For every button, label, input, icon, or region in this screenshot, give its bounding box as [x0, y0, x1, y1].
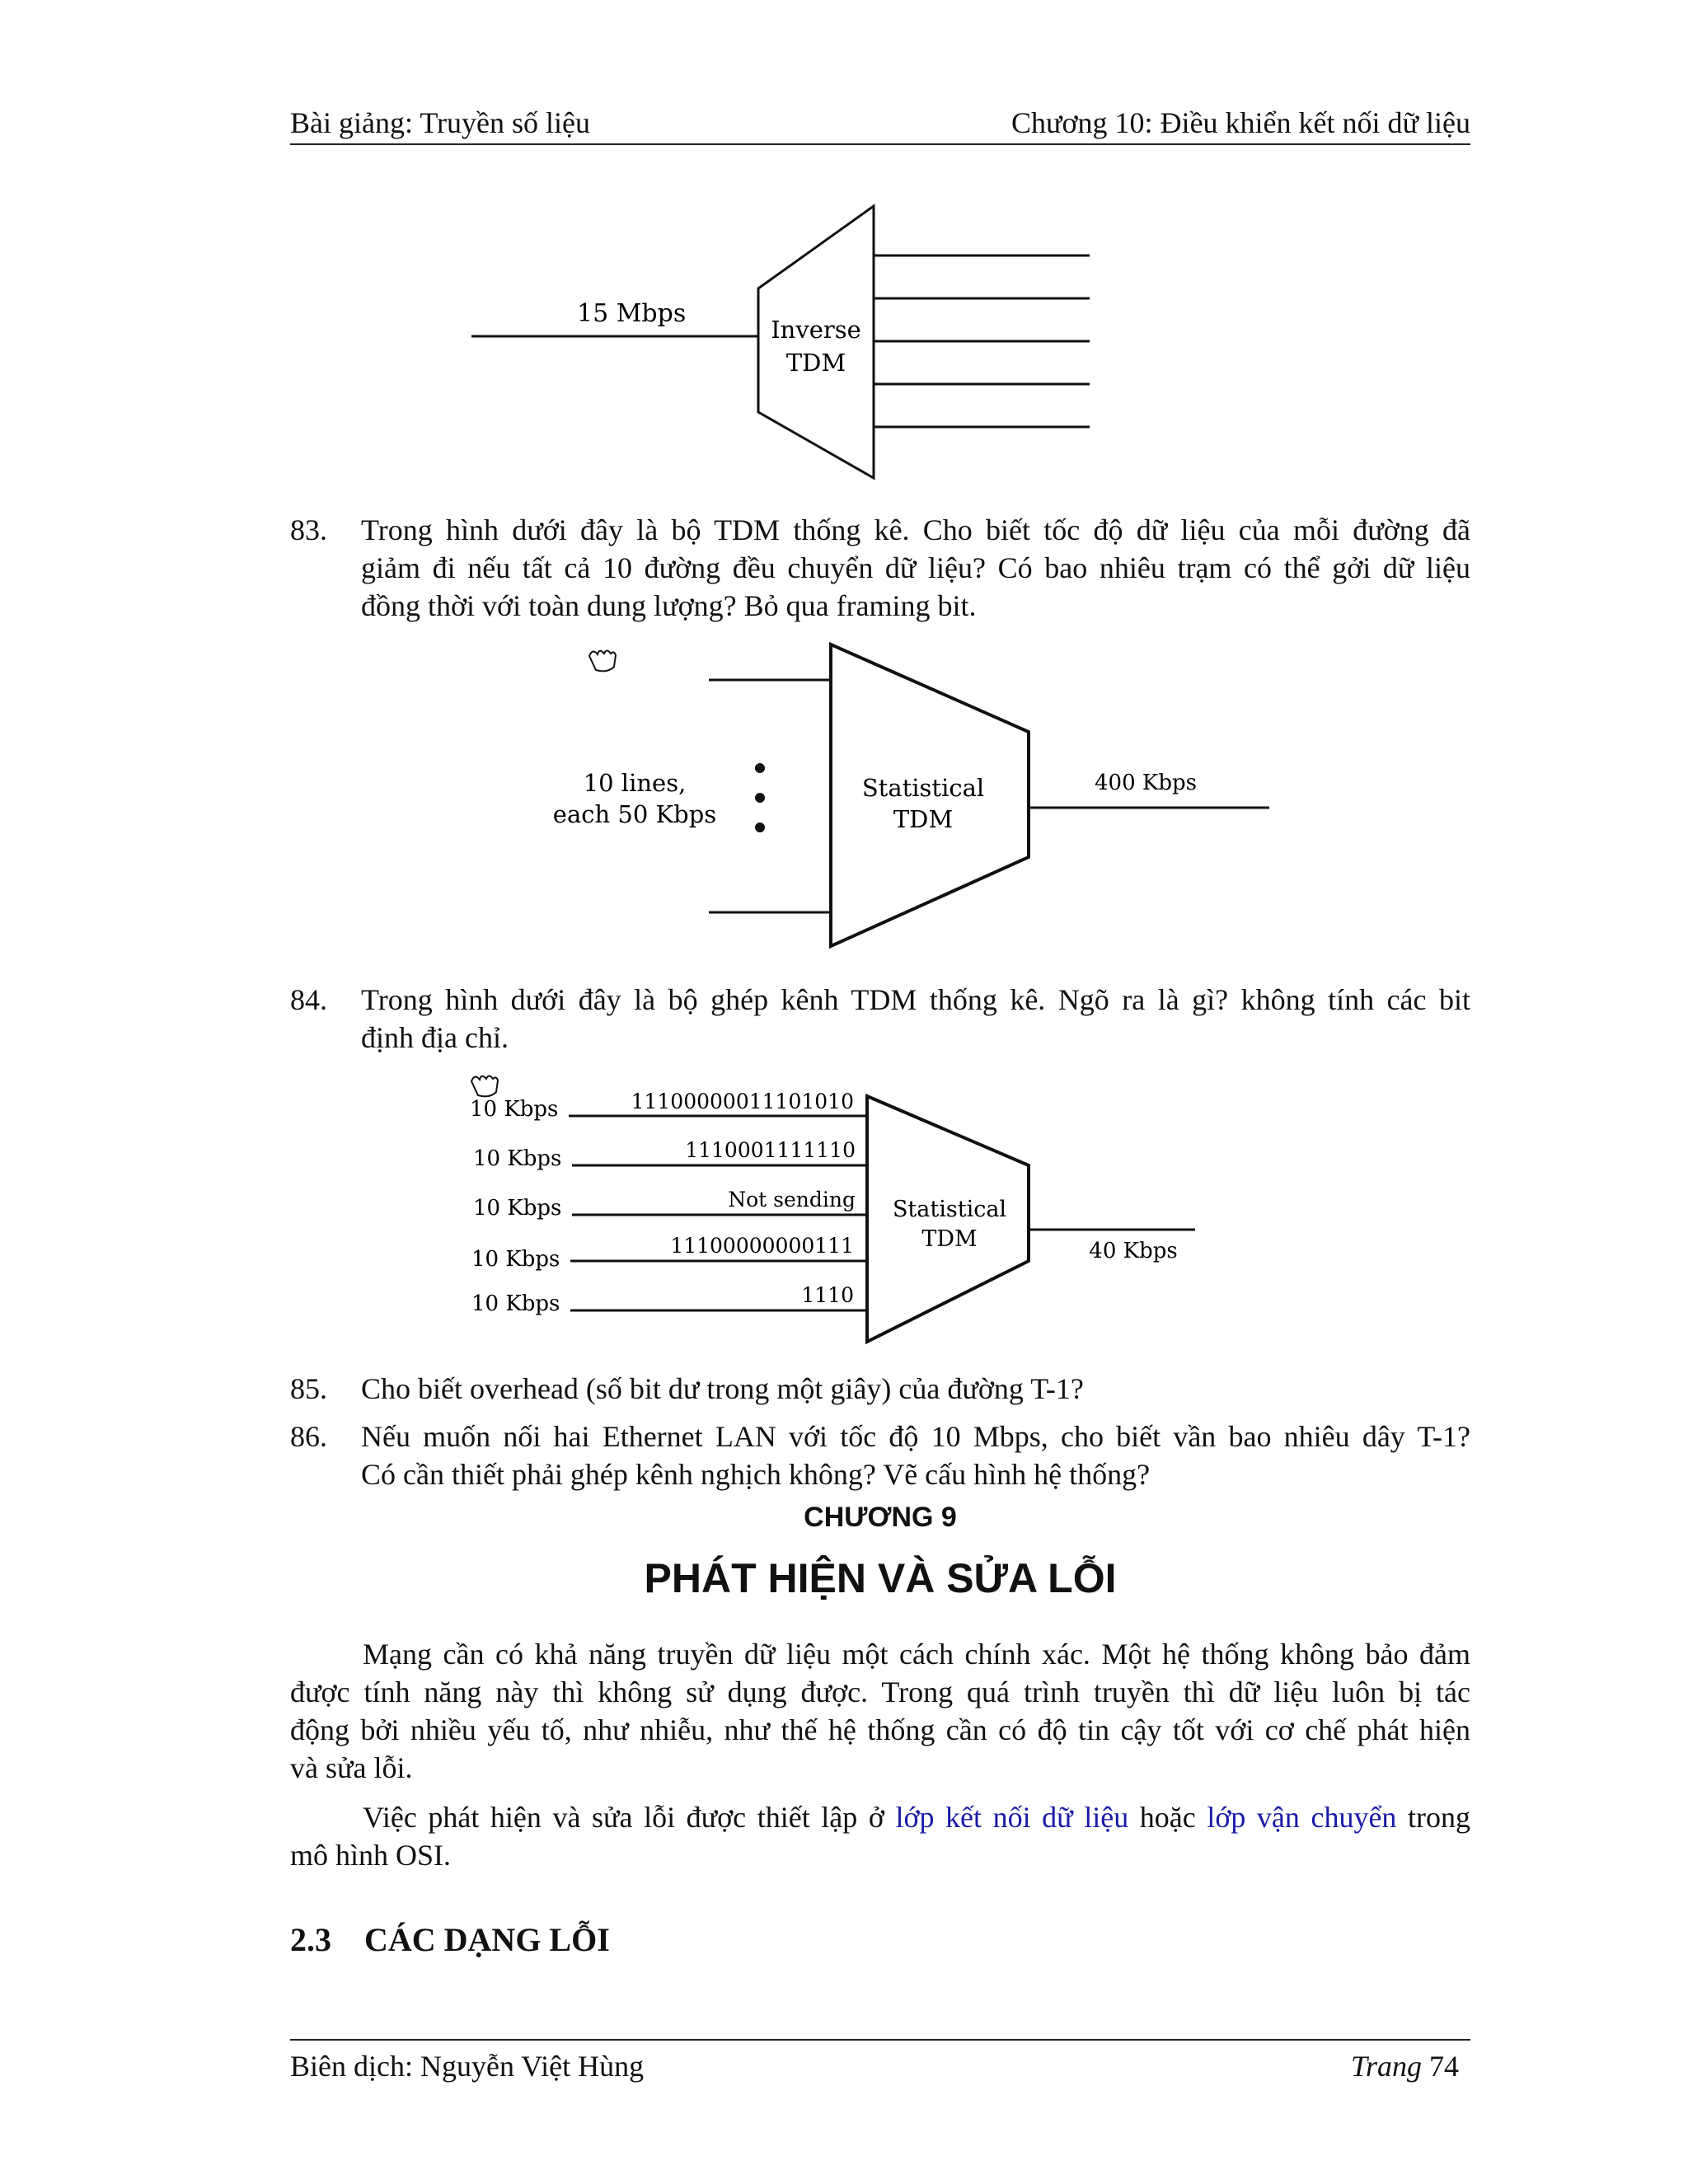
input-label-line1: 10 lines,: [583, 769, 687, 797]
paragraph-line: [290, 1798, 1470, 1836]
input-rate-label: 10 Kbps: [473, 1146, 562, 1171]
hand-icon: [471, 1076, 498, 1097]
input-rate-label: 10 Kbps: [470, 1097, 559, 1122]
input-bit-stream: Not sending: [728, 1188, 856, 1212]
chapter-label: CHƯƠNG 9: [804, 1502, 957, 1533]
page-header: [290, 102, 1470, 145]
ellipsis-dot: [755, 793, 765, 803]
link-data-link-layer[interactable]: lớp kết nối dữ liệu: [895, 1801, 1129, 1834]
box-label-line1: Statistical: [861, 774, 985, 802]
question-line: đồng thời với toàn dung lượng? Bỏ qua framing bit.: [361, 589, 977, 622]
input-row: [471, 1234, 867, 1272]
paragraph-line: Mạng cần có khả năng truyền dữ liệu một cách chính xác. Một hệ thống không bảo đảm: [363, 1638, 1470, 1671]
question-85-text: [361, 1370, 1470, 1408]
question-86-text: [361, 1418, 1470, 1493]
page-footer: [290, 2039, 1470, 2090]
input-rate-label: 10 Kbps: [473, 1196, 562, 1221]
input-row: [471, 1283, 867, 1316]
footer-page: [1351, 2049, 1459, 2083]
question-number: 83.: [290, 513, 327, 546]
question-line: Có cần thiết phải ghép kênh nghịch không? Vẽ cấu hình hệ thống?: [361, 1458, 1151, 1491]
paragraph-text: Việc phát hiện và sửa lỗi được thiết lập ở: [363, 1801, 896, 1834]
output-rate-label: 400 Kbps: [1095, 771, 1197, 795]
question-line: giảm đi nếu tất cả 10 đường đều chuyển dữ liệu? Có bao nhiêu trạm có thể gởi dữ liệu: [361, 551, 1470, 584]
question-line: Nếu muốn nối hai Ethernet LAN với tốc độ 10 Mbps, cho biết vần bao nhiêu dây T-1?: [361, 1420, 1470, 1453]
question-line: Cho biết overhead (số bit dư trong một giây) của đường T-1?: [361, 1372, 1084, 1405]
paragraph-osi: [290, 1798, 1470, 1874]
statistical-tdm-diagram-2: [462, 1063, 1236, 1360]
paragraph-line: được tính năng này thì không sử dụng được. Trong quá trình truyền thì dữ liệu luôn bị tác: [290, 1675, 1470, 1708]
paragraph-text: hoặc: [1128, 1801, 1207, 1834]
paragraph-line: động bởi nhiều yếu tố, như nhiễu, như thế hệ thống cần có độ tin cậy tốt với cơ chế phát hiện: [290, 1713, 1470, 1746]
input-rate-label: 15 Mbps: [577, 299, 687, 328]
hand-icon: [589, 651, 616, 672]
input-rate-label: 10 Kbps: [471, 1291, 560, 1316]
input-bit-stream: 11100000000111: [670, 1234, 854, 1258]
paragraph-line: và sửa lỗi.: [290, 1751, 413, 1784]
chapter-title: PHÁT HIỆN VÀ SỬA LỖI: [644, 1555, 1117, 1601]
link-transport-layer[interactable]: lớp vận chuyển: [1207, 1801, 1397, 1834]
box-label-line1: Statistical: [892, 1197, 1007, 1222]
page-number: 74: [1429, 2050, 1459, 2083]
page-label: Trang: [1350, 2050, 1422, 2083]
ellipsis-dot: [755, 763, 765, 773]
paragraph-text: trong: [1396, 1801, 1470, 1834]
header-chapter-title: Chương 10: Điều khiển kết nối dữ liệu: [1011, 106, 1470, 139]
input-label-line2: each 50 Kbps: [552, 800, 717, 828]
box-label-line2: TDM: [921, 1226, 978, 1252]
box-label-line1: Inverse: [771, 316, 861, 344]
question-line: định địa chỉ.: [361, 1021, 509, 1054]
box-label-line2: TDM: [893, 805, 954, 833]
statistical-tdm-diagram-1: [544, 635, 1286, 956]
footer-translator: Biên dịch: Nguyễn Việt Hùng: [290, 2050, 645, 2083]
input-bit-stream: 11100000011101010: [631, 1090, 854, 1113]
question-line: Trong hình dưới đây là bộ TDM thống kê. Cho biết tốc độ dữ liệu của mỗi đường đã: [361, 513, 1470, 546]
paragraph-line: mô hình OSI.: [290, 1839, 452, 1872]
input-bit-stream: 1110: [801, 1283, 854, 1307]
input-bit-stream: 1110001111110: [685, 1138, 856, 1162]
input-row: [473, 1188, 867, 1221]
question-84-text: [361, 981, 1470, 1057]
question-number: 84.: [290, 983, 327, 1016]
section-title: CÁC DẠNG LỖI: [364, 1921, 610, 1958]
input-row: [470, 1090, 867, 1122]
question-83-text: [361, 511, 1470, 625]
input-rate-label: 10 Kbps: [471, 1247, 560, 1272]
inverse-tdm-diagram: [462, 198, 1104, 494]
section-number: 2.3: [290, 1921, 331, 1958]
input-row: [473, 1138, 867, 1171]
output-rate-label: 40 Kbps: [1089, 1239, 1178, 1263]
header-course-title: Bài giảng: Truyền số liệu: [290, 106, 591, 139]
paragraph-intro: [290, 1635, 1470, 1787]
ellipsis-dot: [755, 823, 765, 832]
question-number: 85.: [290, 1372, 327, 1405]
question-line: Trong hình dưới đây là bộ ghép kênh TDM thống kê. Ngõ ra là gì? không tính các bit: [361, 983, 1470, 1016]
question-number: 86.: [290, 1420, 327, 1453]
box-label-line2: TDM: [785, 349, 846, 377]
